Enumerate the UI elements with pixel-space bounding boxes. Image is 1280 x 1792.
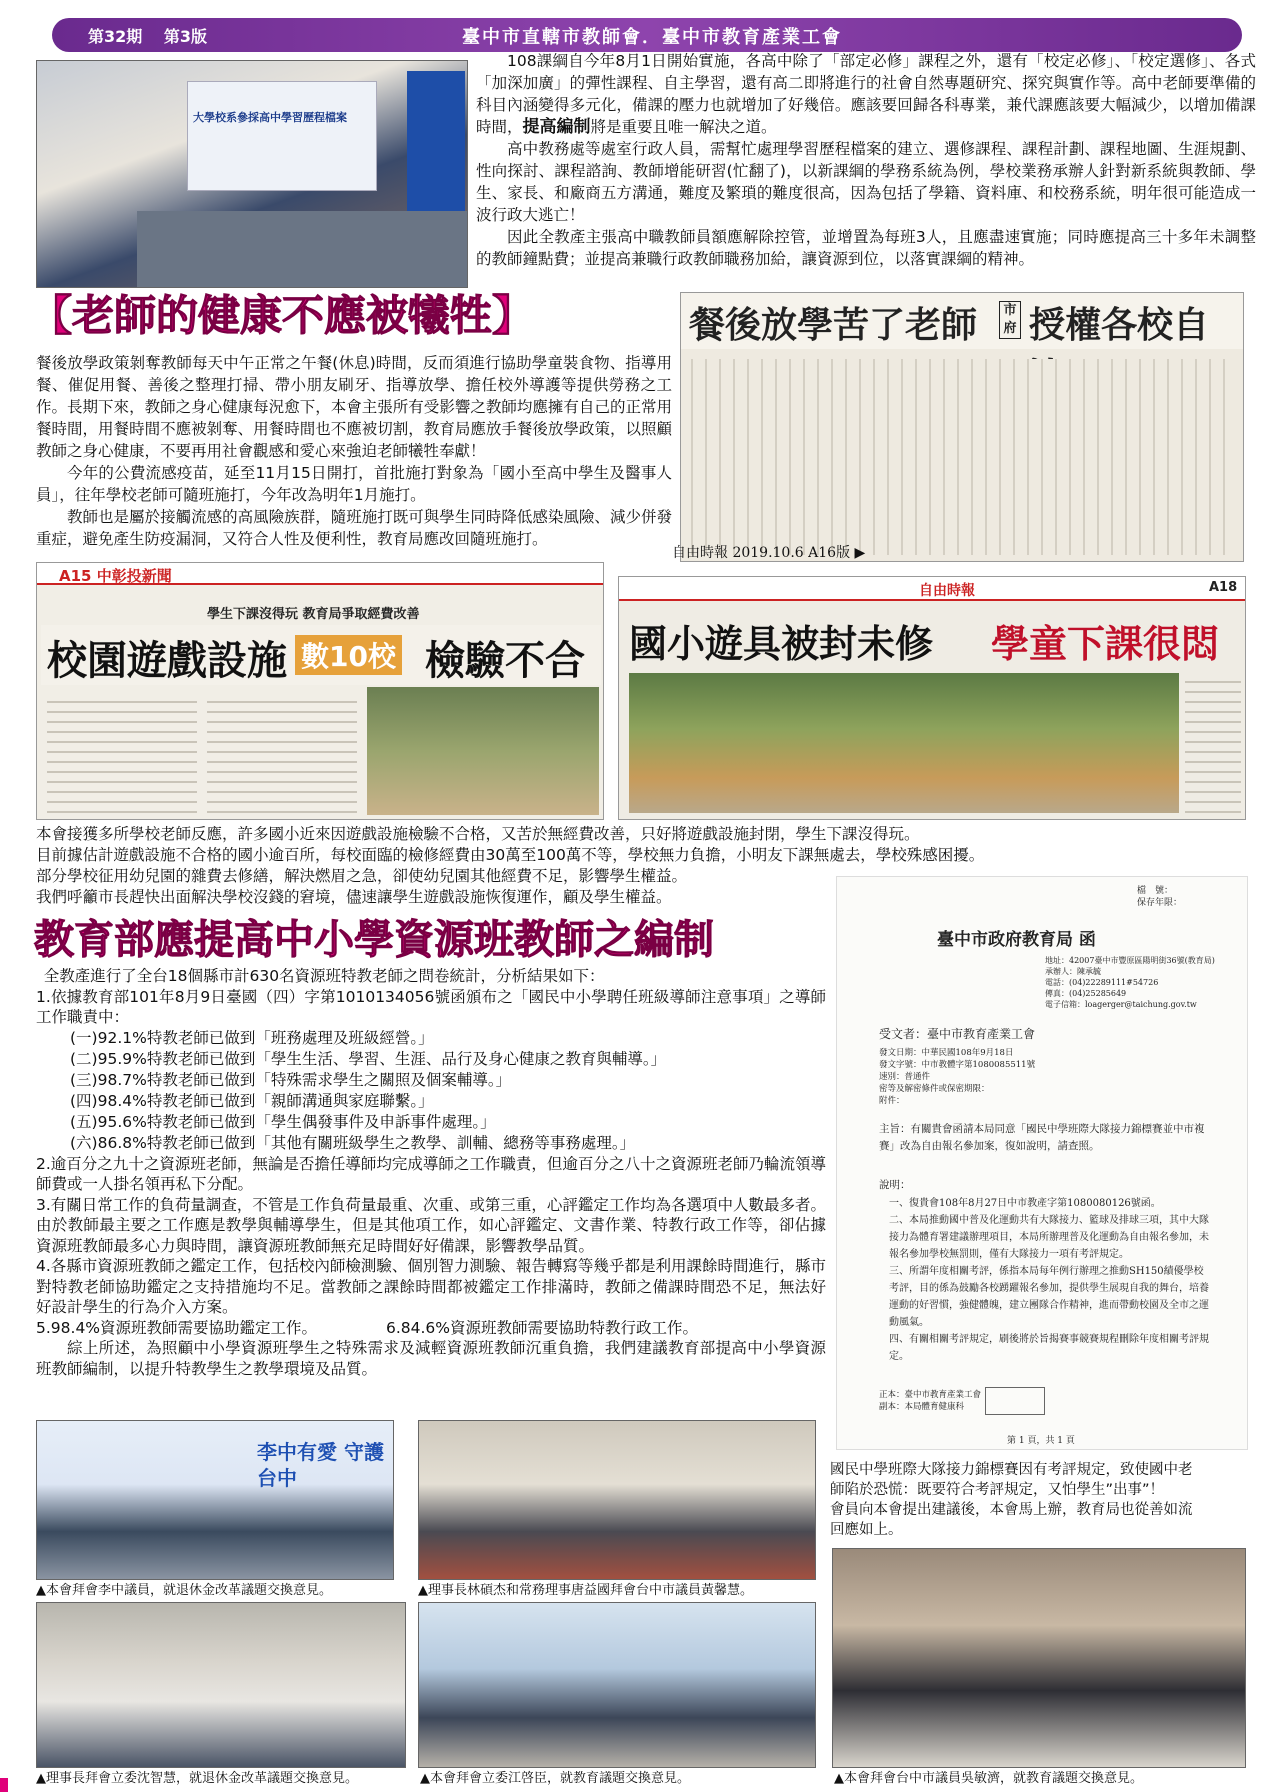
- photo-visit-huang: [418, 1420, 816, 1580]
- letter-keep: 保存年限：: [1137, 898, 1183, 908]
- letter-secret: 密等及解密條件或保密期限：: [879, 1084, 990, 1094]
- s3-l3: 部分學校征用幼兒園的雜費去修繕，解決燃眉之急，卻使幼兒園其他經費不足，影響學生權益。: [36, 867, 688, 885]
- corner-marker: [0, 1778, 8, 1792]
- s1-p1: 108課綱自今年8月1日開始實施，各高中除了「部定必修」課程之外，還有「校定必修」、「校定選修」、各式「加深加廣」的彈性課程、自主學習，還有高二即將進行的社會自然專題研究、探究與實作等。高中老師要準備的科目內涵變得多元化，備課的壓力也就增加了好幾倍。應該要回歸各科專業，兼代課應該要大幅減少，以增加備課時間，: [476, 52, 1256, 136]
- s4-intro: 全教產進行了全台18個縣市計630名資源班特教老師之問卷統計，分析結果如下：: [43, 967, 605, 985]
- clip-left-head-a: 校園遊戲設施: [47, 637, 287, 684]
- letter-speed: 速別：普通件: [879, 1072, 931, 1082]
- banner-text: 大學校系參採高中學習歷程檔案: [193, 111, 347, 124]
- org-title: 臺中市直轄市教師會．臺中市教育產業工會: [462, 27, 842, 48]
- note-l1: 國民中學班際大隊接力錦標賽因有考評規定，致使國中老: [830, 1462, 1193, 1478]
- newspaper-clip-playground: [36, 562, 604, 820]
- note-l4: 回應如上。: [830, 1522, 903, 1538]
- letter-e2: 二、本局推動國中普及化運動共有大隊接力、籃球及排球三項，其中大隊接力為體育署建議辦理項目，本局所辦理普及化運動為自由報名參加，未報名參加學校無罰則，僅有大隊接力一項有考評規定。: [889, 1215, 1209, 1260]
- clip-right-head-b: 學童下課很悶: [991, 621, 1220, 666]
- clip-right-top: 自由時報: [919, 583, 975, 599]
- s4-sub-4: (五)95.6%特教老師已做到「學生偶發事件及申訴事件處理。」: [70, 1112, 496, 1131]
- letter-seal: [985, 1387, 1045, 1415]
- letter-cc1: 正本：臺中市教育產業工會: [879, 1390, 982, 1400]
- s4-item5b: 6.84.6%資源班教師需要協助特教行政工作。: [385, 1318, 698, 1337]
- s1-p2: 高中教務處等處室行政人員，需幫忙處理學習歷程檔案的建立、選修課程、課程計劃、課程地圖、生涯規劃、性向探討、課程諮詢、教師增能研習(忙翻了)，以新課綱的學務系統為例，學校業務承辦人針對新系統與教師、學生、家長、和廠商五方溝通，難度及繁瑣的難度很高，因為包括了學籍、資料庫、和校務系統，明年很可能造成一波行政大逃亡！: [476, 140, 1256, 224]
- clip-meal-tag: 市府: [999, 301, 1021, 339]
- s4-sub-5: (六)86.8%特教老師已做到「其他有關班級學生之教學、訓輔、總務等事務處理。」: [70, 1133, 636, 1152]
- letter-note: [830, 1460, 1250, 1540]
- press-conference-photo: [36, 60, 468, 288]
- newspaper-clip-playground-2: [618, 576, 1246, 820]
- letter-subject: 主旨：有關貴會函請本局同意「國民中學班際大隊接力錦標賽並中市複賽」改為自由報名參加案，復如說明，請查照。: [879, 1123, 1205, 1152]
- s4-sub-1: (二)95.9%特教老師已做到「學生生活、學習、生涯、品行及身心健康之教育與輔導。」: [70, 1049, 667, 1068]
- letter-contact: 承辦人：陳承毓: [1045, 967, 1101, 976]
- s1-p1-end: 將是重要且唯一解決之道。: [590, 118, 777, 136]
- union-banner: [407, 71, 465, 221]
- s4-item3: 3.有關日常工作的負荷量調查，不管是工作負荷量最重、次重、或第三重，心評鑑定工作均為各選項中人數最多者。由於教師最主要之工作應是教學與輔導學生，但是其他項工作，如心評鑑定、文書作業、特教行政工作等，卻佔據資源班教師最多心力與時間，讓資源班教師無充足時間好好備課，影響教學品質。: [36, 1195, 826, 1255]
- caption-3: ▲理事長拜會立委沈智慧，就退休金改革議題交換意見。: [36, 1771, 358, 1786]
- s4-sub-3: (四)98.4%特教老師已做到「親師溝通與家庭聯繫。」: [70, 1091, 434, 1110]
- s4-conclusion: 綜上所述，為照顧中小學資源班學生之特殊需求及減輕資源班教師沉重負擔，我們建議教育部提高中小學資源班教師編制，以提升特教學生之教學環境及品質。: [36, 1339, 826, 1378]
- clip-meal-headline-b: 授權各校自: [1029, 304, 1210, 346]
- section1-text: [476, 50, 1256, 270]
- clip-right-head-a: 國小遊具被封未修: [629, 621, 934, 666]
- caption-4: ▲本會拜會立委江啓臣，就教育議題交換意見。: [420, 1771, 690, 1786]
- clip-right-page: A18: [1209, 580, 1238, 595]
- clip-left-head-b: 數10校: [295, 635, 402, 675]
- note-l3: 會員向本會提出建議後，本會馬上辦，教育局也從善如流: [830, 1502, 1193, 1518]
- letter-email: 電子信箱：loagerger@taichung.gov.tw: [1045, 1000, 1197, 1009]
- s2-p1: 餐後放學政策剝奪教師每天中午正常之午餐(休息)時間，反而須進行協助學童裝食物、指導用餐、催促用餐、善後之整理打掃、帶小朋友刷牙、指導放學、擔任校外導護等提供勞務之工作。長期下來，教師之身心健康每況愈下，本會主張所有受影響之教師均應擁有自己的正常用餐時間，用餐時間不應被剝奪、用餐時間也不應被切割，教育局應放手餐後放學政策，以照顧教師之身心健康，不要再用社會觀感和愛心來強迫老師犧牲奉獻！: [36, 354, 672, 460]
- letter-e3: 三、所謂年度相關考評，係指本局每年例行辦理之推動SH150績優學校考評，目的係為鼓勵各校踴躍報名參加，提供學生展現自我的舞台，培養運動的好習慣，強健體魄，建立團隊合作精神，進而帶動校園及全市之運動風氣。: [889, 1266, 1209, 1328]
- photo-visit-li: [36, 1420, 394, 1580]
- letter-title: 臺中市政府教育局 函: [937, 930, 1096, 950]
- letter-number: 發文字號：中市教體字第1080085511號: [879, 1060, 1036, 1070]
- s4-sub-2: (三)98.7%特教老師已做到「特殊需求學生之關照及個案輔導。」: [70, 1070, 512, 1089]
- s2-p2: 今年的公費流感疫苗，延至11月15日開打，首批施打對象為「國小至高中學生及醫事人員」，往年學校老師可隨班施打，今年改為明年1月施打。: [36, 464, 672, 504]
- clip-source: 自由時報 2019.10.6 A16版 ▶: [672, 545, 866, 561]
- resource-class-headline: 教育部應提高中小學資源班教師之編制: [34, 916, 714, 963]
- clip-left-head-c: 檢驗不合: [425, 637, 585, 684]
- letter-e4: 四、有關相關考評規定，刷後將於旨揭賽事競賽規程刪除年度相關考評規定。: [889, 1334, 1209, 1362]
- letter-attach: 附件：: [879, 1096, 905, 1106]
- s4-item1: 1.依據教育部101年8月9日臺國（四）字第1010134056號函頒布之「國民中小學聘任班級導師注意事項」之導師工作職責中：: [36, 987, 826, 1026]
- photo-visit-chiang: [418, 1602, 816, 1768]
- s1-p1-bold: 提高編制: [522, 117, 591, 137]
- health-headline: 【老師的健康不應被犧牲】: [30, 291, 535, 340]
- s4-item4: 4.各縣市資源班教師之鑑定工作，包括校內師檢測驗、個別智力測驗、報告轉寫等幾乎都是利用課餘時間進行，縣市對特教老師協助鑑定之支持措施均不足。當教師之課餘時間都被鑑定工作排滿時，教師之備課時間恐不足，無法好好設計學生的行為介入方案。: [36, 1257, 826, 1316]
- letter-file-no: 檔 號：: [1137, 886, 1174, 896]
- caption-5: ▲本會拜會台中市議員吳敏濟，就教育議題交換意見。: [834, 1771, 1143, 1786]
- letter-e1: 一、復貴會108年8月27日中市教產字第1080080126號函。: [889, 1198, 1161, 1209]
- s3-l4: 我們呼籲市長趕快出面解決學校沒錢的窘境，儘速讓學生遊戲設施恢復運作，顧及學生權益。: [36, 888, 672, 906]
- issue-label: 第32期 第3版: [88, 27, 207, 46]
- s3-l2: 目前據估計遊戲設施不合格的國小逾百所，每校面臨的檢修經費由30萬至100萬不等，學校無力負擔，小明友下課無處去，學校殊感困擾。: [36, 846, 985, 864]
- photo-visit-shen: [36, 1602, 406, 1768]
- s3-l1: 本會接獲多所學校老師反應，許多國小近來因遊戲設施檢驗不合格，又苦於無經費改善，只好將遊戲設施封閉，學生下課沒得玩。: [36, 825, 920, 843]
- section2-text: [36, 352, 672, 550]
- clip-left-top: A15 中彰投新聞: [59, 567, 172, 585]
- letter-date: 發文日期：中華民國108年9月18日: [879, 1048, 1014, 1058]
- letter-explain: 說明：: [879, 1179, 911, 1191]
- s4-item2: 2.逾百分之九十之資源班老師，無論是否擔任導師均完成導師之工作職責，但逾百分之八十之資源班老師乃輪流領導師費或一人掛名領再私下分配。: [36, 1154, 826, 1193]
- s2-p3: 教師也是屬於接觸流感的高風險族群，隨班施打既可與學生同時降低感染風險、減少併發重症，避免產生防疫漏洞，又符合人性及便利性，教育局應改回隨班施打。: [36, 508, 672, 548]
- campaign-banner: 李中有愛 守護台中: [257, 1440, 384, 1490]
- clip-meal-headline-a: 餐後放學苦了老師: [689, 304, 978, 346]
- letter-page: 第 1 頁，共 1 頁: [1007, 1436, 1075, 1446]
- s4-sub-0: (一)92.1%特教老師已做到「班務處理及班級經營。」: [70, 1028, 434, 1047]
- caption-2: ▲理事長林碩杰和常務理事唐益國拜會台中市議員黃馨慧。: [418, 1583, 753, 1598]
- note-l2: 師陷於恐慌：既要符合考評規定，又怕學生”出事”！: [830, 1482, 1165, 1498]
- letter-addr: 地址：42007臺中市豐原區陽明街36號(教育局): [1045, 956, 1215, 965]
- letter-cc2: 副本：本局體育健康科: [879, 1402, 965, 1412]
- gov-letter: [836, 876, 1248, 1450]
- photo-visit-wu: [832, 1548, 1246, 1768]
- caption-1: ▲本會拜會李中議員，就退休金改革議題交換意見。: [36, 1583, 332, 1598]
- header-bar: [52, 18, 1242, 52]
- clip-left-sub: 學生下課沒得玩 教育局爭取經費改善: [207, 607, 420, 622]
- s1-p3: 因此全教產主張高中職教師員額應解除控管，並增置為每班3人，且應盡速實施；同時應提高三十多年未調整的教師鐘點費；並提高兼職行政教師職務加給，讓資源到位，以落實課綱的精神。: [476, 228, 1256, 268]
- section4-text: [36, 966, 826, 1379]
- letter-fax: 傳真：(04)25285649: [1045, 989, 1127, 998]
- letter-tel: 電話：(04)22289111#54726: [1045, 978, 1159, 987]
- newspaper-clip-meal: [680, 292, 1244, 562]
- letter-to: 受文者：臺中市教育產業工會: [879, 1027, 1036, 1041]
- s4-item5a: 5.98.4%資源班教師需要協助鑑定工作。: [36, 1318, 318, 1337]
